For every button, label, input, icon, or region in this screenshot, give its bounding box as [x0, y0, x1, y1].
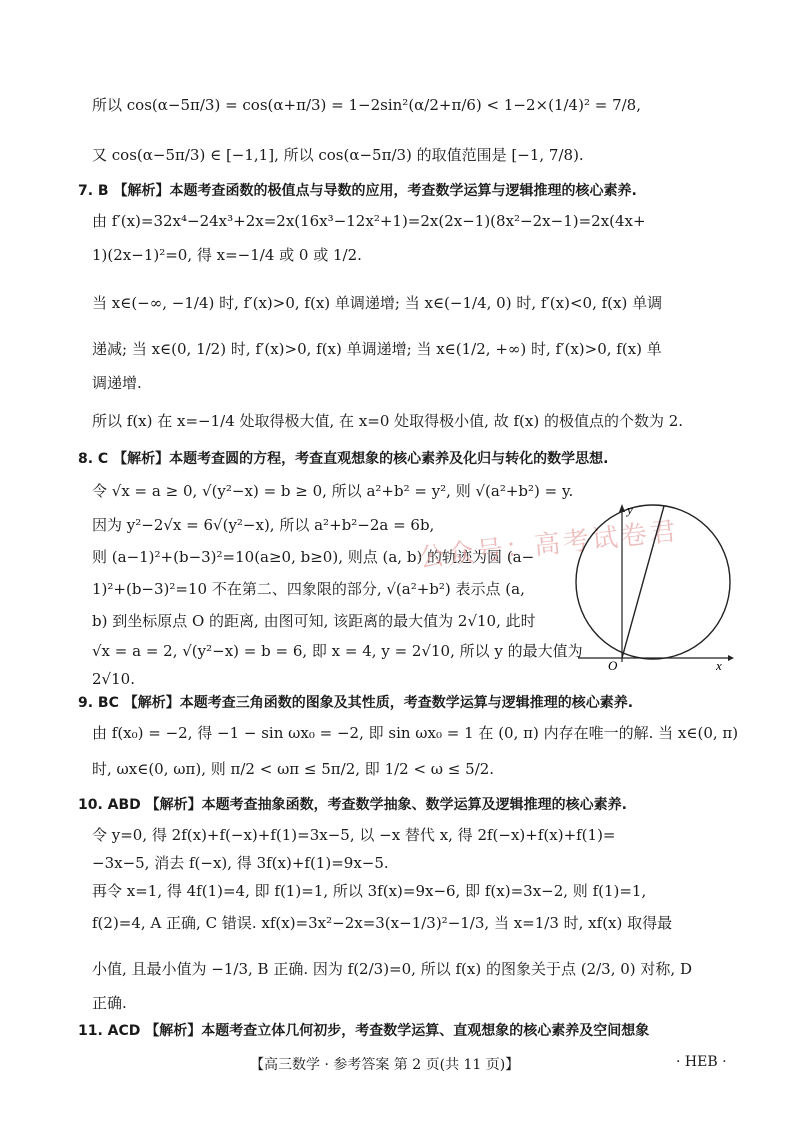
q8-substitution: 令 √x = a ≥ 0, √(y²−x) = b ≥ 0, 所以 a²+b² = y², 则 √(a²+b²) = y. — [92, 482, 574, 500]
footer-code: · HEB · — [676, 1054, 727, 1070]
line-cos-bound: 所以 cos(α−5π/3) = cos(α+π/3) = 1−2sin²(α/2+π/6) < 1−2×(1/4)² = 7/8, — [92, 96, 641, 114]
q9-solution-2: 时, ωx∈(0, ωπ), 则 π/2 < ωπ ≤ 5π/2, 即 1/2 < ω ≤ 5/2. — [92, 760, 495, 778]
q10-step-4: f(2)=4, A 正确, C 错误. xf(x)=3x²−2x=3(x−1/3)²−1/3, 当 x=1/3 时, xf(x) 取得最 — [92, 914, 673, 932]
q9-solution-1: 由 f(x₀) = −2, 得 −1 − sin ωx₀ = −2, 即 sin ωx₀ = 1 在 (0, π) 内存在唯一的解. 当 x∈(0, π) — [92, 724, 739, 742]
line-cos-range: 又 cos(α−5π/3) ∈ [−1,1], 所以 cos(α−5π/3) 的取值范围是 [−1, 7/8). — [92, 146, 584, 164]
q8-values: √x = a = 2, √(y²−x) = b = 6, 即 x = 4, y = 2√10, 所以 y 的最大值为 — [92, 642, 583, 660]
q7-monotone-1: 当 x∈(−∞, −1/4) 时, f′(x)>0, f(x) 单调递增; 当 x∈(−1/4, 0) 时, f′(x)<0, f(x) 单调 — [92, 294, 663, 312]
circle-figure — [568, 502, 738, 672]
q10-step-6: 正确. — [92, 994, 127, 1012]
q10-step-3: 再令 x=1, 得 4f(1)=4, 即 f(1)=1, 所以 3f(x)=9x−6, 即 f(x)=3x−2, 则 f(1)=1, — [92, 882, 647, 900]
locus-circle — [576, 505, 730, 659]
q7-derivative: 由 f′(x)=32x⁴−24x³+2x=2x(16x³−12x²+1)=2x(2x−1)(8x²−2x−1)=2x(4x+ — [92, 212, 646, 230]
q8-circle-1: 则 (a−1)²+(b−3)²=10(a≥0, b≥0), 则点 (a, b) 的轨迹为圆 (a− — [92, 548, 535, 566]
q9-heading: 9. BC 【解析】本题考查三角函数的图象及其性质，考查数学运算与逻辑推理的核心素养. — [78, 695, 634, 711]
q10-step-5: 小值, 且最小值为 −1/3, B 正确. 因为 f(2/3)=0, 所以 f(x) 的图象关于点 (2/3, 0) 对称, D — [92, 960, 692, 978]
q11-heading: 11. ACD 【解析】本题考查立体几何初步，考查数学运算、直观想象的核心素养及空间想象 — [78, 1023, 650, 1039]
q7-roots: 1)(2x−1)²=0, 得 x=−1/4 或 0 或 1/2. — [92, 246, 362, 264]
q10-step-1: 令 y=0, 得 2f(x)+f(−x)+f(1)=3x−5, 以 −x 替代 x, 得 2f(−x)+f(x)+f(1)= — [92, 826, 616, 844]
max-distance-segment — [622, 506, 664, 658]
q7-heading: 7. B 【解析】本题考查函数的极值点与导数的应用，考查数学运算与逻辑推理的核心素养. — [78, 183, 637, 199]
page-footer: 【高三数学 · 参考答案 第 2 页(共 11 页)】 — [250, 1057, 520, 1073]
q10-step-2: −3x−5, 消去 f(−x), 得 3f(x)+f(1)=9x−5. — [92, 854, 389, 872]
origin-label: O — [608, 658, 618, 672]
q7-conclusion: 所以 f(x) 在 x=−1/4 处取得极大值, 在 x=0 处取得极小值, 故 f(x) 的极值点的个数为 2. — [92, 412, 684, 430]
x-axis-label: x — [716, 658, 722, 672]
q8-heading: 8. C 【解析】本题考查圆的方程，考查直观想象的核心素养及化归与转化的数学思想. — [78, 451, 609, 467]
q8-equation: 因为 y²−2√x = 6√(y²−x), 所以 a²+b²−2a = 6b, — [92, 516, 435, 534]
y-axis-label: y — [627, 502, 633, 517]
q8-max: 2√10. — [92, 670, 135, 688]
q7-monotone-2: 递减; 当 x∈(0, 1/2) 时, f′(x)>0, f(x) 单调递增; 当 x∈(1/2, +∞) 时, f′(x)>0, f(x) 单 — [92, 340, 662, 358]
q8-distance: b) 到坐标原点 O 的距离, 由图可知, 该距离的最大值为 2√10, 此时 — [92, 612, 536, 630]
q8-circle-2: 1)²+(b−3)²=10 不在第二、四象限的部分, √(a²+b²) 表示点 (a, — [92, 580, 525, 598]
q10-heading: 10. ABD 【解析】本题考查抽象函数，考查数学抽象、数学运算及逻辑推理的核心素养. — [78, 797, 627, 813]
q7-monotone-3: 调递增. — [92, 374, 142, 392]
x-axis-arrow — [728, 655, 734, 661]
watermark: 公众号：高考试卷君 — [417, 516, 681, 574]
